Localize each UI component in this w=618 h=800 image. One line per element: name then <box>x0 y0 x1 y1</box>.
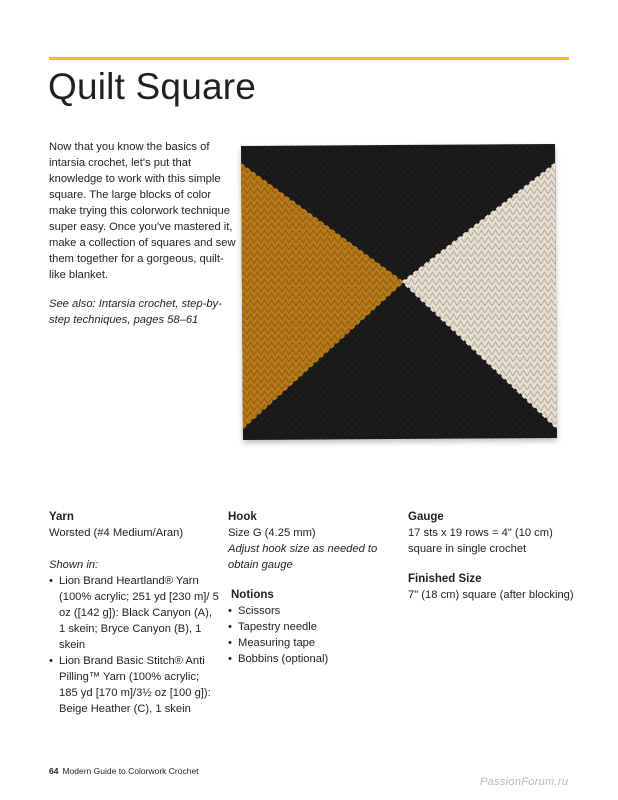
list-item: • Lion Brand Heartland® Yarn (100% acrylic; 251 yd [230 m]/ 5 oz ([142 g]): Black Canyon (A), 1 skein; Bryce Canyon (B), 1 skein <box>49 573 219 653</box>
yarn-list <box>49 573 219 717</box>
book-title: Modern Guide to Colorwork Crochet <box>62 766 199 776</box>
list-item: • Lion Brand Basic Stitch® Anti Pilling™ Yarn (100% acrylic; 185 yd [170 m]/3½ oz [100 g]): Beige Heather (C), 1 skein <box>49 653 219 717</box>
hook-note: Adjust hook size as needed to obtain gauge <box>228 543 378 571</box>
notions-heading: Notions <box>231 589 274 601</box>
page-footer <box>49 766 199 776</box>
yarn-weight: Worsted (#4 Medium/Aran) <box>49 527 184 539</box>
page-number: 64 <box>49 766 59 776</box>
list-item: • Measuring tape <box>228 635 378 651</box>
finished-size-text: 7" (18 cm) square (after blocking) <box>408 589 574 601</box>
yarn-heading: Yarn <box>49 511 74 523</box>
page-title: Quilt Square <box>48 66 257 107</box>
yarn-column <box>49 509 219 717</box>
hook-column <box>228 509 378 667</box>
see-also-note: See also: Intarsia crochet, step-by-step techniques, pages 58–61 <box>49 298 222 326</box>
list-item: • Scissors <box>228 603 378 619</box>
top-accent-rule <box>49 57 569 60</box>
intro-paragraph: Now that you know the basics of intarsia crochet, let's put that knowledge to work with this simple square. The large blocks of color make trying this colorwork technique super easy. Once you've mastered it, make a collection of squares and sew them together for a gorgeous, quilt-like blanket. <box>49 141 236 281</box>
quilt-square-swatch-image <box>233 138 563 448</box>
gauge-text: 17 sts x 19 rows = 4" (10 cm) square in single crochet <box>408 527 553 555</box>
gauge-column <box>408 509 578 603</box>
shown-in-label: Shown in: <box>49 559 99 571</box>
hook-heading: Hook <box>228 511 257 523</box>
finished-size-heading: Finished Size <box>408 573 482 585</box>
gauge-heading: Gauge <box>408 511 444 523</box>
list-item: • Bobbins (optional) <box>228 651 378 667</box>
list-item: • Tapestry needle <box>228 619 378 635</box>
watermark: PassionForum.ru <box>480 776 569 788</box>
hook-size: Size G (4.25 mm) <box>228 527 316 539</box>
notions-list <box>228 603 378 667</box>
